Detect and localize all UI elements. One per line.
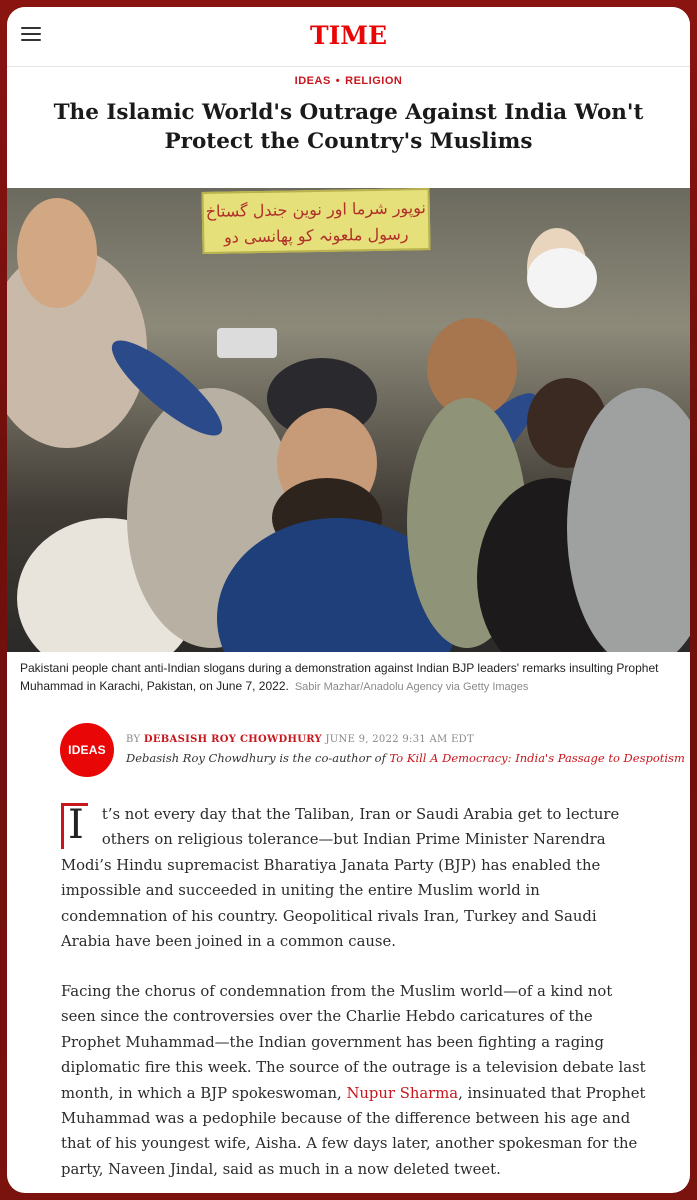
paragraph-2-text-b: , insinuated that Prophet Muhammad was a pedophile because of the difference between his age and that of his youngest wife, Aisha. A few days later, another spokesman for the party, Naveen Jindal, said as much in a now deleted tweet. [61,1084,646,1178]
time-logo-link[interactable]: TIME [309,21,388,50]
byline [126,734,474,745]
book-link[interactable]: To Kill A Democracy: India's Passage to Despotism [389,751,685,765]
author-link[interactable]: DEBASISH ROY CHOWDHURY [143,734,322,745]
section-kicker [7,75,690,87]
paragraph-2-text-a: Facing the chorus of condemnation from the Muslim world—of a kind not seen since the controversies over the Charlie Hebdo caricatures of the Prophet Muhammad—the Indian government has been fighting a raging diplomatic fire this week. The source of the outrage is a television debate last month, in which a BJP spokeswoman, [61,983,646,1102]
paragraph-1-text: t’s not every day that the Taliban, Iran or Saudi Arabia get to lecture others on religious tolerance—but Indian Prime Minister Narendra Modi’s Hindu supremacist Bharatiya Janata Party (BJP) has enabled the impossible and succeeded in uniting the entire Muslim world in condemnation of his country. Geopolitical rivals Iran, Turkey and Saudi Arabia have been joined in a common cause. [61,806,620,951]
section-link-religion[interactable]: RELIGION [345,75,403,87]
drop-cap: I [61,803,88,849]
article-headline: The Islamic World's Outrage Against India Won't Protect the Country's Muslims [53,100,644,154]
kicker-separator: • [335,75,341,87]
nupur-sharma-link[interactable]: Nupur Sharma [346,1084,459,1102]
protest-banner: نوپور شرما اور نوین جندل گستاخ رسول ملعونہ کو پھانسی دو [201,188,430,254]
page-frame [7,7,690,1193]
byline-prefix: BY [126,734,141,745]
top-bar [7,7,690,67]
ideas-badge[interactable]: IDEAS [60,723,114,777]
photo-credit: Sabir Mazhar/Anadolu Agency via Getty Images [294,681,529,693]
article-hero-image [7,188,690,652]
author-bio [126,751,685,765]
article-paragraph-1 [61,802,646,954]
section-link-ideas[interactable]: IDEAS [294,75,331,87]
photo-caption [20,659,680,696]
caption-text: Pakistani people chant anti-Indian slogans during a demonstration against Indian BJP leaders' remarks insulting Prophet Muhammad in Karachi, Pakistan, on June 7, 2022. [20,661,659,693]
article-paragraph-2 [61,979,646,1182]
publish-date: JUNE 9, 2022 9:31 AM EDT [325,734,474,745]
site-logo [7,21,690,50]
bio-text: Debasish Roy Chowdhury is the co-author of [126,751,386,765]
